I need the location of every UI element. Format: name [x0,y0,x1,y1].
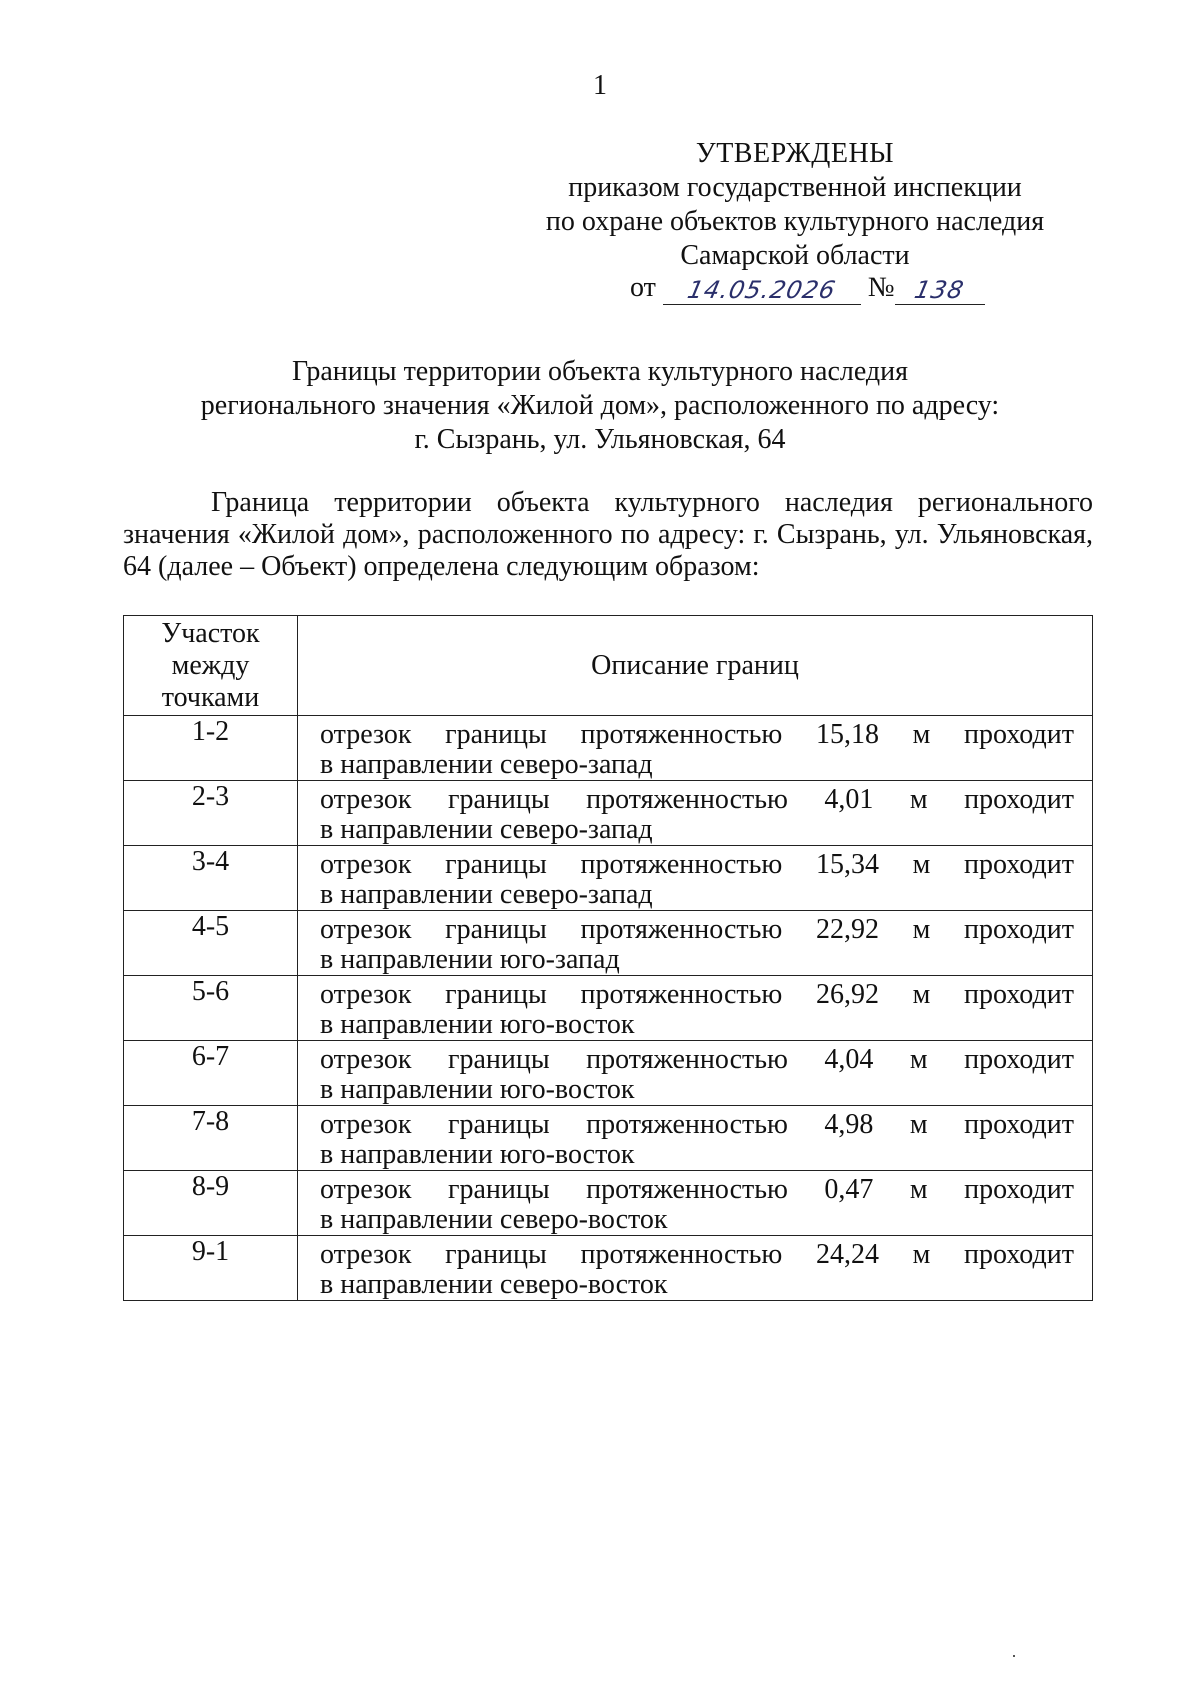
approval-title: УТВЕРЖДЕНЫ [695,138,895,169]
segment-direction: в направлении северо-восток [320,1204,668,1235]
header-segment-line: точками [161,681,260,713]
word-protyazhennostyu: протяженностью [586,784,788,815]
segment-cell: 8-9 [124,1171,298,1236]
word-protyazhennostyu: протяженностью [586,1109,788,1140]
table-row [124,1106,1093,1171]
order-date-number-line [630,271,985,305]
segment-cell: 7-8 [124,1106,298,1171]
table-row [124,1171,1093,1236]
order-number-field [895,273,985,305]
segment-length: 4,98 [824,1109,874,1140]
table-header-row [124,616,1093,716]
word-granitsy: границы [447,1174,550,1205]
word-otrezok: отрезок [320,1174,412,1205]
description-cell [298,976,1093,1041]
heading-line-2: регионального значения «Жилой дом», расположенного по адресу: [200,390,1000,421]
description-cell [298,1171,1093,1236]
description-line-1 [320,850,1074,880]
segment-cell: 2-3 [124,781,298,846]
header-description: Описание границ [298,616,1093,716]
word-protyazhennostyu: протяженностью [586,1174,788,1205]
segment-cell: 5-6 [124,976,298,1041]
segment-length: 24,24 [815,1239,879,1270]
length-unit: м [909,784,928,815]
word-prokhodit: проходит [964,784,1074,815]
word-granitsy: границы [445,849,547,880]
segment-direction: в направлении юго-восток [320,1074,635,1105]
segment-length: 4,04 [824,1044,874,1075]
table-row [124,1236,1093,1301]
length-unit: м [909,1109,928,1140]
length-unit: м [909,1044,928,1075]
description-cell [298,1236,1093,1301]
segment-cell: 3-4 [124,846,298,911]
word-prokhodit: проходит [964,1109,1074,1140]
description-line-1 [320,1240,1074,1270]
segment-length: 26,92 [815,979,879,1010]
description-cell [298,911,1093,976]
word-granitsy: границы [445,719,547,750]
word-otrezok: отрезок [320,719,412,750]
intro-paragraph: Граница территории объекта культурного наследия регионального значения «Жилой дом», расположенного по адресу: г. Сызрань, ул. Ульяновская, 64 (далее – Объект) определена следующим образом: [123,487,1093,582]
word-granitsy: границы [445,914,547,945]
word-prokhodit: проходит [964,1174,1074,1205]
boundary-table [123,615,1093,1301]
word-prokhodit: проходит [964,1044,1074,1075]
word-otrezok: отрезок [320,1109,412,1140]
segment-cell: 4-5 [124,911,298,976]
description-line-1 [320,1045,1074,1075]
word-granitsy: границы [447,784,550,815]
description-line-1 [320,785,1074,815]
description-line-1 [320,980,1074,1010]
word-otrezok: отрезок [320,1239,412,1270]
page-number: 1 [593,70,607,101]
length-unit: м [912,914,931,945]
approval-line-2: по охране объектов культурного наследия [545,206,1045,237]
scan-speck [1013,1655,1015,1657]
word-granitsy: границы [447,1044,550,1075]
description-cell [298,1041,1093,1106]
order-date-field [663,273,861,305]
word-granitsy: границы [445,979,547,1010]
document-heading [100,355,1100,457]
description-line-1 [320,915,1074,945]
approval-line-1: приказом государственной инспекции [568,172,1022,203]
word-otrezok: отрезок [320,979,412,1010]
segment-length: 22,92 [815,914,879,945]
length-unit: м [912,719,931,750]
word-otrezok: отрезок [320,849,412,880]
length-unit: м [912,849,931,880]
word-prokhodit: проходит [964,914,1074,945]
segment-cell: 1-2 [124,716,298,781]
description-cell [298,781,1093,846]
segment-length: 15,18 [815,719,879,750]
word-otrezok: отрезок [320,1044,412,1075]
word-protyazhennostyu: протяженностью [580,849,783,880]
segment-direction: в направлении северо-запад [320,879,653,910]
segment-length: 4,01 [824,784,874,815]
length-unit: м [909,1174,928,1205]
word-prokhodit: проходит [964,719,1074,750]
number-prefix: № [867,272,895,303]
segment-length: 15,34 [815,849,879,880]
table-row [124,976,1093,1041]
segment-direction: в направлении северо-восток [320,1269,668,1300]
description-cell [298,716,1093,781]
word-protyazhennostyu: протяженностью [580,1239,783,1270]
table-body [124,716,1093,1301]
segment-direction: в направлении юго-восток [320,1139,635,1170]
description-line-1 [320,1175,1074,1205]
table-row [124,781,1093,846]
segment-length: 0,47 [824,1174,874,1205]
word-otrezok: отрезок [320,784,412,815]
segment-direction: в направлении юго-запад [320,944,620,975]
word-protyazhennostyu: протяженностью [580,914,783,945]
heading-line-3: г. Сызрань, ул. Ульяновская, 64 [414,424,786,455]
description-cell [298,846,1093,911]
table-row [124,846,1093,911]
header-segment [124,616,298,716]
handwritten-number: 138 [912,276,967,304]
word-protyazhennostyu: протяженностью [580,979,783,1010]
table-row [124,1041,1093,1106]
word-protyazhennostyu: протяженностью [586,1044,788,1075]
word-prokhodit: проходит [964,979,1074,1010]
handwritten-date: 14.05.2026 [685,276,839,304]
length-unit: м [912,979,931,1010]
segment-cell: 6-7 [124,1041,298,1106]
word-prokhodit: проходит [964,1239,1074,1270]
segment-direction: в направлении юго-восток [320,1009,635,1040]
word-prokhodit: проходит [964,849,1074,880]
table-row [124,911,1093,976]
word-protyazhennostyu: протяженностью [580,719,783,750]
description-line-1 [320,720,1074,750]
description-cell [298,1106,1093,1171]
word-granitsy: границы [445,1239,547,1270]
approval-block [540,137,1050,273]
segment-cell: 9-1 [124,1236,298,1301]
header-segment-line: между [171,649,250,681]
segment-direction: в направлении северо-запад [320,749,653,780]
table-row [124,716,1093,781]
length-unit: м [912,1239,931,1270]
segment-direction: в направлении северо-запад [320,814,653,845]
word-granitsy: границы [447,1109,550,1140]
date-prefix: от [630,272,656,303]
description-line-1 [320,1110,1074,1140]
heading-line-1: Границы территории объекта культурного наследия [291,356,909,387]
word-otrezok: отрезок [320,914,412,945]
approval-line-3: Самарской области [680,240,910,271]
header-segment-line: Участок [161,617,260,649]
